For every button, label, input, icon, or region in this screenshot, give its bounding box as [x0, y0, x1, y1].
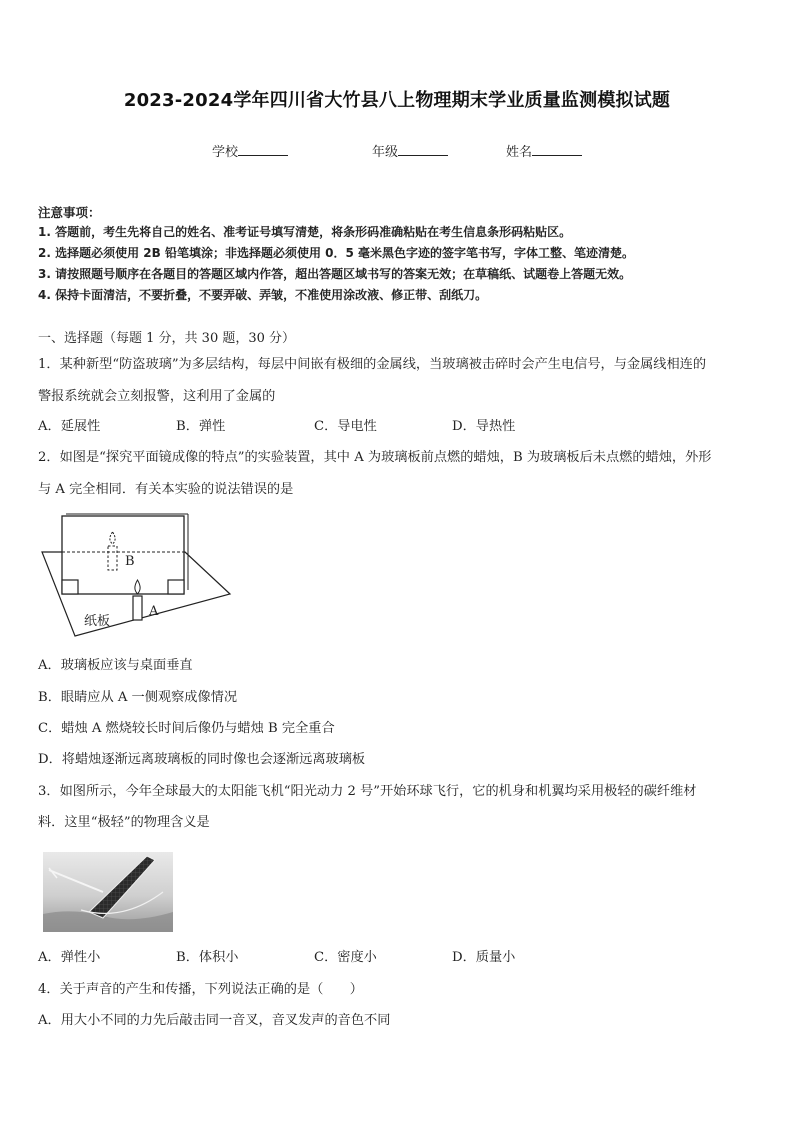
- q2-text-line1: 2．如图是“探究平面镜成像的特点”的实验装置，其中 A 为玻璃板前点燃的蜡烛，B 为玻璃板后未点燃的蜡烛，外形: [38, 450, 712, 465]
- label-paper-board: 纸板: [84, 614, 111, 629]
- notice-heading: 注意事项：: [38, 205, 101, 220]
- q3-option-b: B．体积小: [176, 950, 239, 965]
- name-blank: [532, 143, 582, 156]
- school-label: 学校: [212, 145, 239, 160]
- q2-text-line2: 与 A 完全相同．有关本实验的说法错误的是: [38, 482, 294, 497]
- q4-text-line1: 4．关于声音的产生和传播，下列说法正确的是（ ）: [38, 982, 363, 997]
- notice-item: 1. 答题前，考生先将自己的姓名、准考证号填写清楚，将条形码准确粘贴在考生信息条形码粘贴区。: [38, 225, 572, 239]
- glass-plate: [62, 516, 184, 594]
- q3-option-c: C．密度小: [314, 950, 377, 965]
- section-heading: 一、选择题（每题 1 分，共 30 题，30 分）: [38, 331, 296, 346]
- label-a: A: [149, 604, 159, 619]
- school-field: [212, 141, 288, 160]
- left-stand: [62, 580, 78, 594]
- name-field: [506, 141, 582, 160]
- q3-text-line2: 料．这里“极轻”的物理含义是: [38, 815, 210, 830]
- page-title: 2023-2024学年四川省大竹县八上物理期末学业质量监测模拟试题: [123, 90, 671, 111]
- q1-option-c: C．导电性: [314, 419, 377, 434]
- label-b: B: [125, 554, 135, 569]
- name-label: 姓名: [506, 145, 533, 160]
- q1-text-line2: 警报系统就会立刻报警，这利用了金属的: [38, 389, 276, 404]
- q3-text-line1: 3．如图所示，今年全球最大的太阳能飞机“阳光动力 2 号”开始环球飞行，它的机身和机翼均采用极轻的碳纤维材: [38, 784, 697, 799]
- school-blank: [238, 143, 288, 156]
- notice-item: 3. 请按照题号顺序在各题目的答题区域内作答，超出答题区域书写的答案无效；在草稿纸、试题卷上答题无效。: [38, 267, 632, 281]
- q1-option-d: D．导热性: [452, 419, 516, 434]
- q2-option-d: D．将蜡烛逐渐远离玻璃板的同时像也会逐渐远离玻璃板: [38, 752, 366, 767]
- notice-item: 2. 选择题必须使用 2B 铅笔填涂；非选择题必须使用 0．5 毫米黑色字迹的签字笔书写，字体工整、笔迹清楚。: [38, 246, 634, 260]
- q3-option-d: D．质量小: [452, 950, 516, 965]
- q1-text-line1: 1．某种新型“防盗玻璃”为多层结构，每层中间嵌有极细的金属线，当玻璃被击碎时会产生电信号，与金属线相连的: [38, 357, 707, 372]
- grade-label: 年级: [372, 145, 399, 160]
- q4-option-a: A．用大小不同的力先后敲击同一音叉，音叉发声的音色不同: [38, 1013, 391, 1028]
- notice-item: 4. 保持卡面清洁，不要折叠，不要弄破、弄皱，不准使用涂改液、修正带、刮纸刀。: [38, 288, 488, 302]
- mirror-experiment-figure: [38, 508, 243, 638]
- q1-option-a: A．延展性: [38, 419, 101, 434]
- candle-a: [133, 596, 142, 620]
- solar-plane-photo: [43, 852, 173, 932]
- q2-option-b: B．眼睛应从 A 一侧观察成像情况: [38, 690, 238, 705]
- q1-option-b: B．弹性: [176, 419, 226, 434]
- right-stand: [168, 580, 184, 594]
- q3-option-a: A．弹性小: [38, 950, 101, 965]
- grade-field: [372, 141, 448, 160]
- q2-option-a: A．玻璃板应该与桌面垂直: [38, 658, 193, 673]
- q2-option-c: C．蜡烛 A 燃烧较长时间后像仍与蜡烛 B 完全重合: [38, 721, 335, 736]
- grade-blank: [398, 143, 448, 156]
